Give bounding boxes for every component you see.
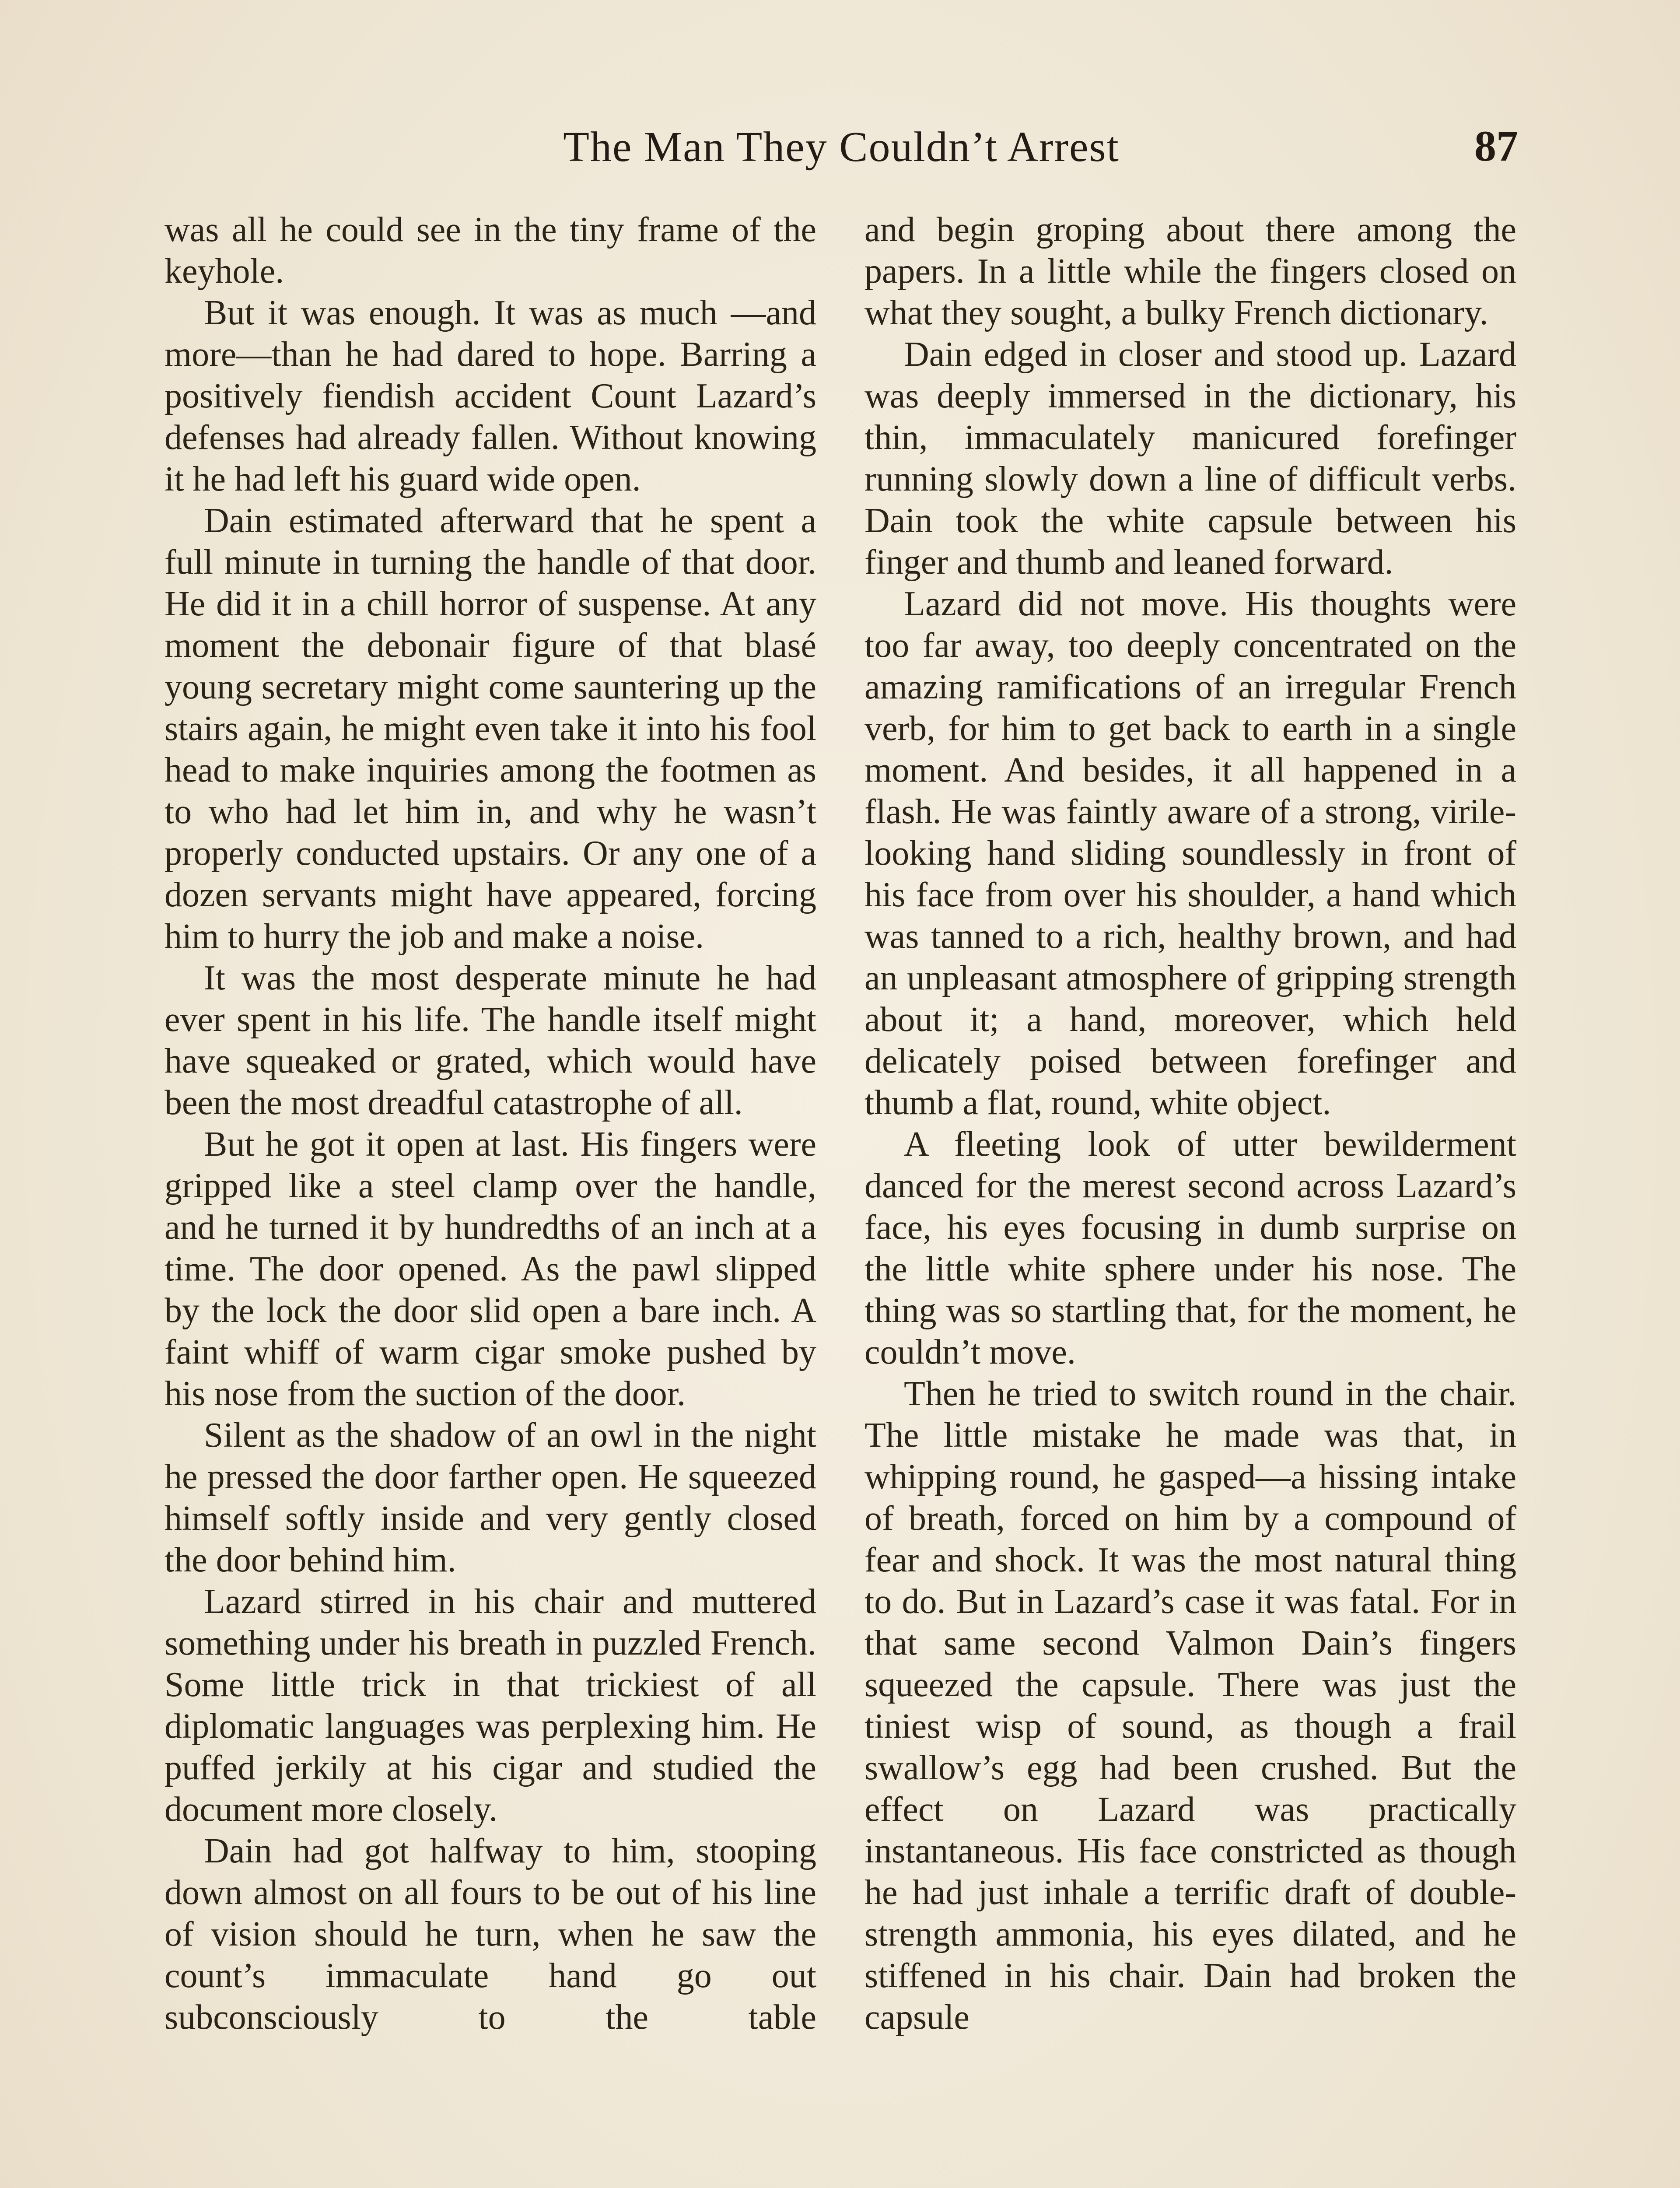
page-header xyxy=(164,118,1518,184)
paragraph: was all he could see in the tiny frame of the keyhole. xyxy=(164,210,816,291)
paragraph: A fleeting look of utter bewilderment danced for the merest second across Lazard’s face, his eyes focusing in dumb surprise on the little white sphere under his nose. The thing was so startling that, for the moment, he couldn’t move. xyxy=(864,1125,1516,1371)
running-title: The Man They Couldn’t Arrest xyxy=(563,123,1120,171)
paragraph: It was the most desperate minute he had ever spent in his life. The handle itself might have squeaked or grated, which would have been the most dreadful catastrophe of all. xyxy=(164,959,816,1122)
paragraph: But it was enough. It was as much —and more—than he had dared to hope. Barring a positively fiendish accident Count Lazard’s defenses had already fallen. Without knowing it he had left his guard wide open. xyxy=(164,294,816,498)
paragraph: Silent as the shadow of an owl in the night he pressed the door farther open. He squeezed himself softly inside and very gently closed the door behind him. xyxy=(164,1416,816,1579)
left-column xyxy=(164,209,816,2038)
paragraph: But he got it open at last. His fingers were gripped like a steel clamp over the handle, and he turned it by hundredths of an inch at a time. The door opened. As the pawl slipped by the lock the door slid open a bare inch. A faint whiff of warm cigar smoke pushed by his nose from the suction of the door. xyxy=(164,1125,816,1413)
paragraph: Then he tried to switch round in the chair. The little mistake he made was that, in whipping round, he gasped—a hissing intake of breath, forced on him by a compound of fear and shock. It was the most natural thing to do. But in Lazard’s case it was fatal. For in that same second Valmon Dain’s fingers squeezed the capsule. There was just the tiniest wisp of sound, as though a frail swallow’s egg had been crushed. But the effect on Lazard was practically instantaneous. His face constricted as though he had just inhale a terrific draft of double-strength ammonia, his eyes dilated, and he stiffened in his chair. Dain had broken the capsule xyxy=(864,1375,1516,2037)
page-number: 87 xyxy=(1474,122,1518,170)
right-column xyxy=(864,209,1516,2038)
paragraph: Dain edged in closer and stood up. Lazard was deeply immersed in the dictionary, his thin, immaculately manicured forefinger running slowly down a line of difficult verbs. Dain took the white capsule between his finger and thumb and leaned forward. xyxy=(864,335,1516,582)
paragraph: Dain estimated afterward that he spent a full minute in turning the handle of that door. He did it in a chill horror of suspense. At any moment the debonair figure of that blasé young secretary might come sauntering up the stairs again, he might even take it into his fool head to make inquiries among the footmen as to who had let him in, and why he wasn’t properly conducted upstairs. Or any one of a dozen servants might have appeared, forcing him to hurry the job and make a noise. xyxy=(164,501,816,956)
paragraph: Dain had got halfway to him, stooping down almost on all fours to be out of his line of vision should he turn, when he saw the count’s immaculate hand go out subconsciously to the table xyxy=(164,1832,816,2037)
paragraph: Lazard stirred in his chair and muttered something under his breath in puzzled French. Some little trick in that trickiest of all diplomatic languages was perplexing him. He puffed jerkily at his cigar and studied the document more closely. xyxy=(164,1582,816,1829)
paragraph: and begin groping about there among the papers. In a little while the fingers closed on what they sought, a bulky French dictionary. xyxy=(864,210,1516,332)
paragraph: Lazard did not move. His thoughts were too far away, too deeply concentrated on the amazing ramifications of an irregular French verb, for him to get back to earth in a single moment. And besides, it all happened in a flash. He was faintly aware of a strong, virile-looking hand sliding soundlessly in front of his face from over his shoulder, a hand which was tanned to a rich, healthy brown, and had an unpleasant atmosphere of gripping strength about it; a hand, moreover, which held delicately poised between forefinger and thumb a flat, round, white object. xyxy=(864,585,1516,1122)
